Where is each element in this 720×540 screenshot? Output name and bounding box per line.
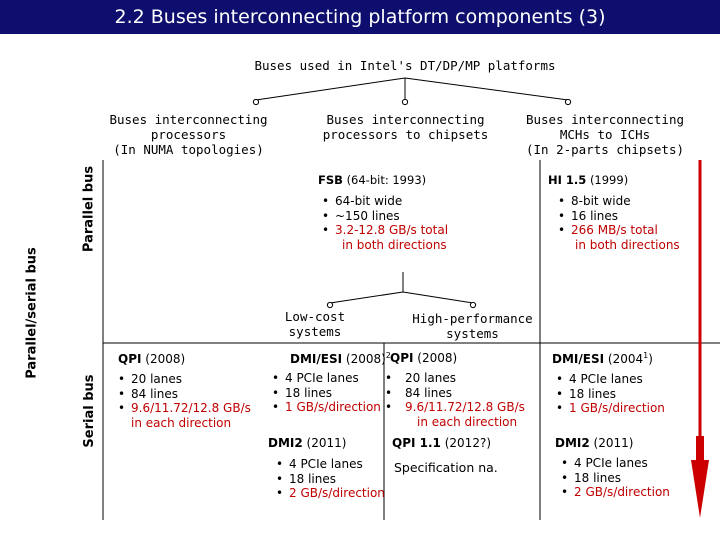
dmi2-center-block xyxy=(268,436,383,450)
qpi11-note: Specification na. xyxy=(394,460,498,475)
qpi-left-title xyxy=(118,352,288,366)
list-item: in both directions xyxy=(575,237,680,252)
page-title: 2.2 Buses interconnecting platform components (3) xyxy=(0,0,720,34)
dmi2-right-title xyxy=(555,436,705,450)
fsb-name: FSB xyxy=(318,173,343,187)
list-item: • 84 lines xyxy=(385,386,540,401)
dmi2-right-year: (2011) xyxy=(593,436,634,450)
column-header-line: Buses interconnecting xyxy=(525,112,685,127)
branch-label-line: Low-cost xyxy=(284,309,346,324)
qpi-left-year: (2008) xyxy=(145,352,186,366)
qpi-left-name: QPI xyxy=(118,352,142,366)
fsb-title xyxy=(318,173,518,187)
qpi-center-bullets xyxy=(385,371,540,429)
list-item: • 1 GB/s/direction xyxy=(272,400,392,415)
qpi-center-block xyxy=(390,351,540,365)
dmi2-center-title xyxy=(268,436,383,450)
list-item: • 4 PCIe lanes xyxy=(272,371,392,386)
column-header-mch-ich xyxy=(520,112,690,157)
dmi-esi-right-name: DMI/ESI xyxy=(552,352,605,366)
dmi-esi-center-title xyxy=(290,351,400,366)
list-item: • 2 GB/s/direction xyxy=(561,485,705,500)
dmi-esi-center-year: (2008) xyxy=(345,352,386,366)
list-item: • 16 lines xyxy=(558,209,718,224)
list-item: • 18 lines xyxy=(561,471,705,486)
list-item: • 8-bit wide xyxy=(558,194,718,209)
column-header-line: processors to chipsets xyxy=(322,127,489,142)
dmi-esi-right-title xyxy=(552,351,712,366)
column-header-chipsets xyxy=(318,112,493,142)
hi-name: HI 1.5 xyxy=(548,173,587,187)
dmi2-center-year: (2011) xyxy=(306,436,347,450)
dmi-esi-center-block xyxy=(290,351,400,366)
qpi-center-title xyxy=(390,351,540,365)
list-item: • 84 lines xyxy=(118,387,288,402)
serial-bus-label: Serial bus xyxy=(82,374,97,448)
top-header: Buses used in Intel's DT/DP/MP platforms xyxy=(254,58,556,73)
qpi-center-year: (2008) xyxy=(417,351,458,365)
qpi-center-name: QPI xyxy=(390,351,414,365)
qpi11-name: QPI 1.1 xyxy=(392,436,441,450)
parallel-serial-bus-label: Parallel/serial bus xyxy=(24,247,40,379)
list-item: in each direction xyxy=(131,415,232,430)
branch-label-line: systems xyxy=(288,324,342,339)
branch-label-line: High-performance xyxy=(412,311,533,326)
dmi-esi-center-bullets xyxy=(272,371,392,415)
qpi11-block xyxy=(392,436,537,475)
column-header-line: (In NUMA topologies) xyxy=(113,142,264,157)
list-item: • ~150 lines xyxy=(322,209,518,224)
column-header-line: (In 2-parts chipsets) xyxy=(525,142,685,157)
column-header-line: Buses interconnecting xyxy=(326,112,485,127)
column-header-line: processors xyxy=(150,127,227,142)
high-performance-label xyxy=(405,311,540,341)
list-item: • 3.2-12.8 GB/s total xyxy=(322,223,518,238)
fsb-block xyxy=(318,173,518,252)
list-item: in both directions xyxy=(342,237,447,252)
dmi-esi-right-footnote: 1 xyxy=(643,351,649,360)
list-item: • 4 PCIe lanes xyxy=(556,372,712,387)
list-item: • 9.6/11.72/12.8 GB/s xyxy=(385,400,540,415)
list-item: • 18 lines xyxy=(276,472,396,487)
list-item: • 1 GB/s/direction xyxy=(556,401,712,416)
dmi-esi-right-year-end: ) xyxy=(648,352,653,366)
list-item: • 18 lines xyxy=(556,387,712,402)
list-item: • 64-bit wide xyxy=(322,194,518,209)
list-item: in each direction xyxy=(417,414,518,429)
dmi-esi-right-block xyxy=(552,351,712,416)
list-item: • 2 GB/s/direction xyxy=(276,486,396,501)
qpi11-year: (2012?) xyxy=(444,436,492,450)
dmi-esi-right-year: (2004 xyxy=(607,352,644,366)
hi-year: (1999) xyxy=(589,173,629,187)
dmi2-right-bullets xyxy=(561,456,705,500)
downward-arrow-icon xyxy=(690,160,712,530)
list-item: • 9.6/11.72/12.8 GB/s xyxy=(118,401,288,416)
dmi2-center-bullets xyxy=(276,457,396,501)
qpi-left-block xyxy=(118,352,288,430)
fsb-bullets xyxy=(322,194,518,252)
parallel-bus-label: Parallel bus xyxy=(81,165,97,253)
low-cost-label xyxy=(270,309,360,339)
dmi2-right-block xyxy=(555,436,705,500)
branch-label-line: systems xyxy=(446,326,499,341)
dmi2-right-name: DMI2 xyxy=(555,436,590,450)
list-item: • 20 lanes xyxy=(385,371,540,386)
column-header-line: Buses interconnecting xyxy=(109,112,268,127)
fsb-year: (64-bit: 1993) xyxy=(346,173,427,187)
list-item: • 20 lanes xyxy=(118,372,288,387)
dmi2-center-name: DMI2 xyxy=(268,436,303,450)
qpi11-title xyxy=(392,436,537,450)
qpi-left-bullets xyxy=(118,372,288,430)
dmi-esi-center-footnote: 2 xyxy=(385,351,391,360)
dmi-esi-right-bullets xyxy=(556,372,712,416)
list-item: • 4 PCIe lanes xyxy=(561,456,705,471)
list-item: • 266 MB/s total xyxy=(558,223,718,238)
column-header-line: MCHs to ICHs xyxy=(559,127,651,142)
column-header-processors xyxy=(106,112,271,157)
dmi-esi-center-name: DMI/ESI xyxy=(290,352,343,366)
list-item: • 18 lines xyxy=(272,386,392,401)
list-item: • 4 PCIe lanes xyxy=(276,457,396,472)
